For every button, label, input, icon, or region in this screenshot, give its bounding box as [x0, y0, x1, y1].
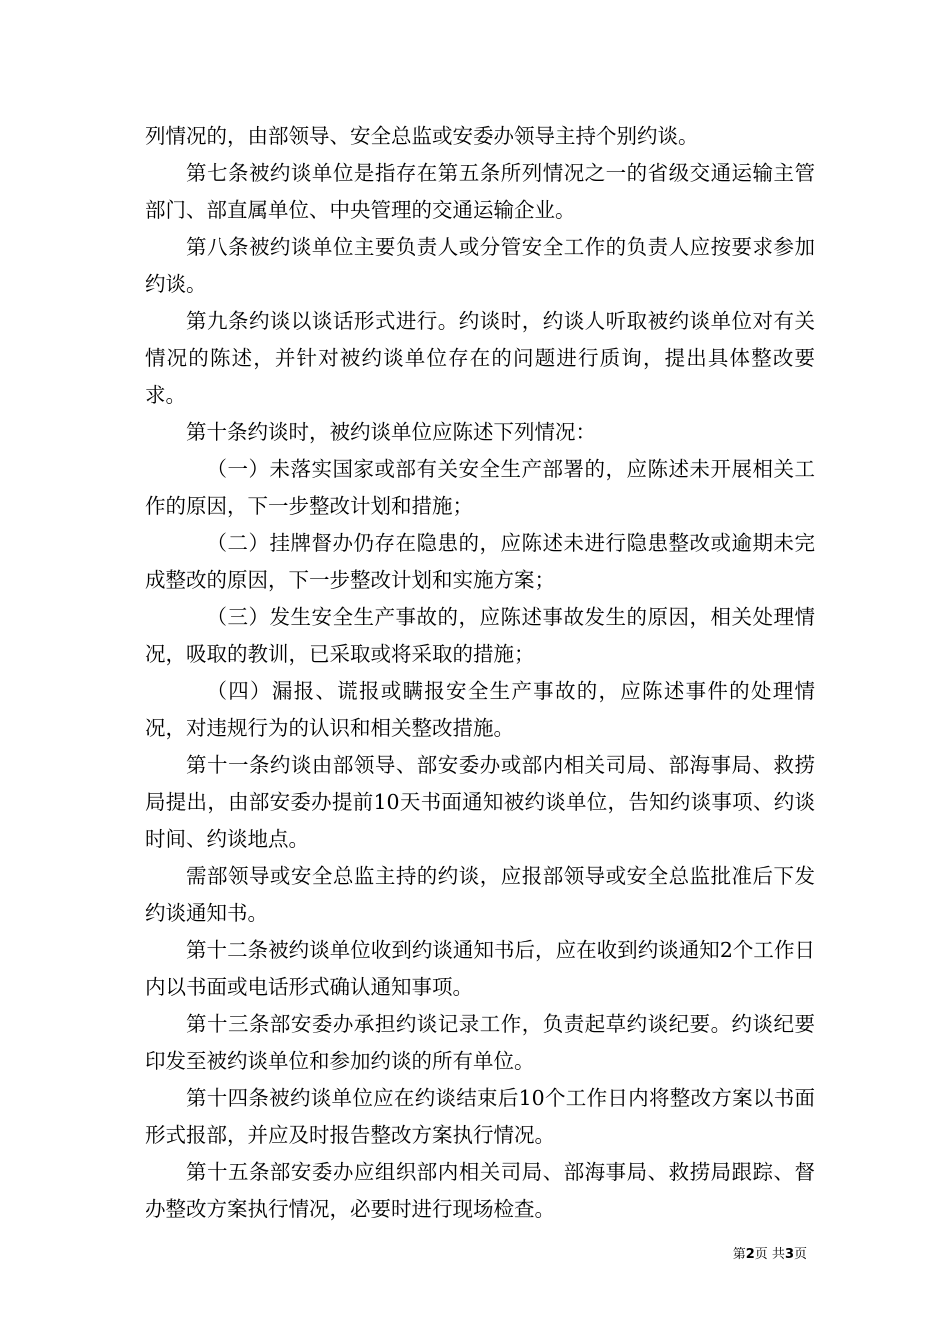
paragraph-item-3: （三）发生安全生产事故的，应陈述事故发生的原因，相关处理情况，吸取的教训，已采取或将采取的措施； — [145, 605, 815, 666]
footer-middle: 页 共 — [754, 1247, 785, 1262]
paragraph-article-12: 第十二条被约谈单位收到约谈通知书后，应在收到约谈通知2个工作日内以书面或电话形式确认通知事项。 — [145, 938, 815, 999]
paragraph-continuation: 列情况的，由部领导、安全总监或安委办领导主持个别约谈。 — [145, 124, 699, 148]
paragraph-article-8: 第八条被约谈单位主要负责人或分管安全工作的负责人应按要求参加约谈。 — [145, 235, 815, 296]
footer-current-page: 2 — [745, 1247, 755, 1262]
page-number-footer — [733, 1247, 807, 1263]
footer-prefix: 第 — [732, 1247, 746, 1262]
document-body — [145, 118, 815, 1228]
paragraph-article-11: 第十一条约谈由部领导、部安委办或部内相关司局、部海事局、救捞局提出，由部安委办提前10天书面通知被约谈单位，告知约谈事项、约谈时间、约谈地点。 — [145, 753, 815, 851]
paragraph-article-13: 第十三条部安委办承担约谈记录工作，负责起草约谈纪要。约谈纪要印发至被约谈单位和参加约谈的所有单位。 — [145, 1012, 815, 1073]
paragraph-item-2: （二）挂牌督办仍存在隐患的，应陈述未进行隐患整改或逾期未完成整改的原因，下一步整改计划和实施方案； — [145, 531, 815, 592]
paragraph-article-7: 第七条被约谈单位是指存在第五条所列情况之一的省级交通运输主管部门、部直属单位、中央管理的交通运输企业。 — [145, 161, 815, 222]
paragraph-article-9: 第九条约谈以谈话形式进行。约谈时，约谈人听取被约谈单位对有关情况的陈述，并针对被约谈单位存在的问题进行质询，提出具体整改要求。 — [145, 309, 815, 407]
paragraph-article-10: 第十条约谈时，被约谈单位应陈述下列情况： — [186, 420, 596, 444]
footer-suffix: 页 — [793, 1247, 807, 1262]
paragraph-approval-note: 需部领导或安全总监主持的约谈，应报部领导或安全总监批准后下发约谈通知书。 — [145, 864, 815, 925]
paragraph-item-1: （一）未落实国家或部有关安全生产部署的，应陈述未开展相关工作的原因，下一步整改计划和措施； — [145, 457, 815, 518]
paragraph-article-15: 第十五条部安委办应组织部内相关司局、部海事局、救捞局跟踪、督办整改方案执行情况，必要时进行现场检查。 — [145, 1160, 815, 1221]
paragraph-item-4: （四）漏报、谎报或瞒报安全生产事故的，应陈述事件的处理情况，对违规行为的认识和相关整改措施。 — [145, 679, 815, 740]
footer-total-pages: 3 — [784, 1247, 794, 1262]
paragraph-article-14: 第十四条被约谈单位应在约谈结束后10个工作日内将整改方案以书面形式报部，并应及时报告整改方案执行情况。 — [145, 1086, 815, 1147]
